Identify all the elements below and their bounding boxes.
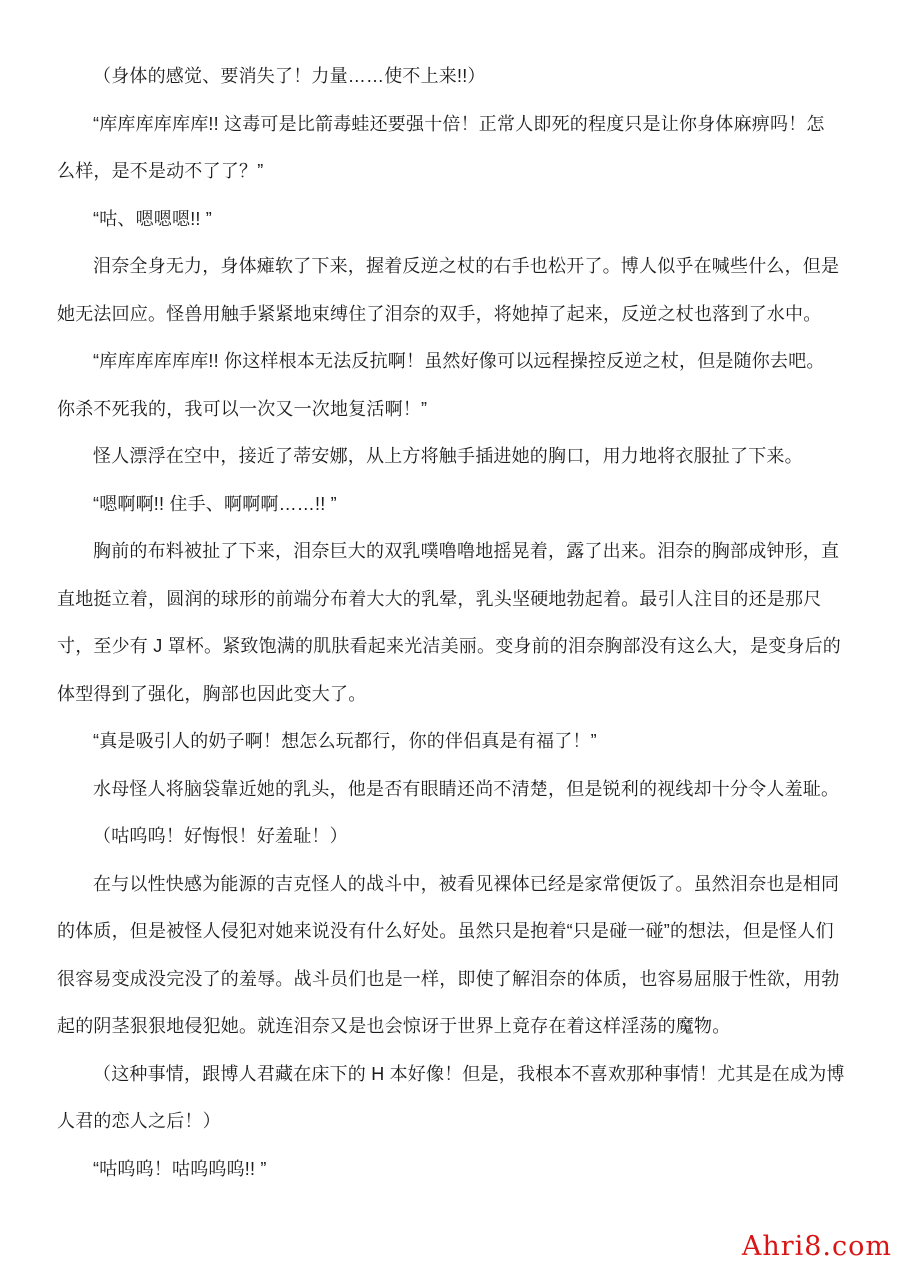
text-line: 直地挺立着，圆润的球形的前端分布着大大的乳晕，乳头坚硬地勃起着。最引人注目的还是那尺	[57, 588, 822, 609]
text-line: 人君的恋人之后！）	[57, 1111, 221, 1131]
text-line: 在与以性快感为能源的吉克怪人的战斗中，被看见裸体已经是家常便饭了。虽然泪奈也是相同	[93, 873, 840, 894]
text-line: “库库库库库库!! 这毒可是比箭毒蛙还要强十倍！正常人即死的程度只是让你身体麻痹吗！怎	[93, 113, 825, 134]
text-line: 胸前的布料被扯了下来，泪奈巨大的双乳噗噜噜地摇晃着，露了出来。泪奈的胸部成钟形，直	[93, 541, 840, 561]
text-line: 泪奈全身无力，身体瘫软了下来，握着反逆之杖的右手也松开了。博人似乎在喊些什么，但是	[93, 256, 840, 276]
text-line: 么样，是不是动不了了？”	[57, 161, 264, 181]
text-line: “库库库库库库!! 你这样根本无法反抗啊！虽然好像可以远程操控反逆之杖，但是随你去吧。	[93, 351, 825, 371]
text-line: “真是吸引人的奶子啊！想怎么玩都行，你的伴侣真是有福了！”	[93, 731, 597, 751]
text-line: 很容易变成没完没了的羞辱。战斗员们也是一样，即使了解泪奈的体质，也容易屈服于性欲，用勃	[57, 968, 840, 989]
text-line: （咕呜呜！好悔恨！好羞耻！）	[93, 826, 348, 846]
site-watermark: Ahri8.com	[741, 1231, 892, 1262]
text-line: 怪人漂浮在空中，接近了蒂安娜，从上方将触手插进她的胸口，用力地将衣服扯了下来。	[93, 446, 803, 466]
text-line: “咕、嗯嗯嗯!! ”	[93, 208, 212, 229]
text-line: 水母怪人将脑袋靠近她的乳头，他是否有眼睛还尚不清楚，但是锐利的视线却十分令人羞耻。	[93, 778, 840, 799]
text-line: 的体质，但是被怪人侵犯对她来说没有什么好处。虽然只是抱着“只是碰一碰”的想法，但是怪人们	[57, 921, 834, 941]
text-line: 起的阴茎狠狠地侵犯她。就连泪奈又是也会惊讶于世界上竟存在着这样淫荡的魔物。	[57, 1016, 731, 1036]
text-line: 体型得到了强化，胸部也因此变大了。	[57, 683, 367, 704]
text-line: 你杀不死我的，我可以一次又一次地复活啊！”	[57, 398, 428, 419]
text-line: 寸，至少有 J 罩杯。紧致饱满的肌肤看起来光洁美丽。变身前的泪奈胸部没有这么大，是变身后的	[57, 636, 841, 656]
text-line: （这种事情，跟博人君藏在床下的 H 本好像！但是，我根本不喜欢那种事情！尤其是在成为博	[93, 1063, 845, 1084]
text-line: （身体的感觉、要消失了！力量……使不上来!!）	[93, 66, 486, 86]
text-line: “嗯啊啊!! 住手、啊啊啊……!! ”	[93, 493, 337, 514]
document-page	[57, 53, 857, 1193]
text-line: “咕呜呜！咕呜呜呜!! ”	[93, 1158, 267, 1179]
text-line: 她无法回应。怪兽用触手紧紧地束缚住了泪奈的双手，将她掉了起来，反逆之杖也落到了水中。	[57, 303, 822, 324]
